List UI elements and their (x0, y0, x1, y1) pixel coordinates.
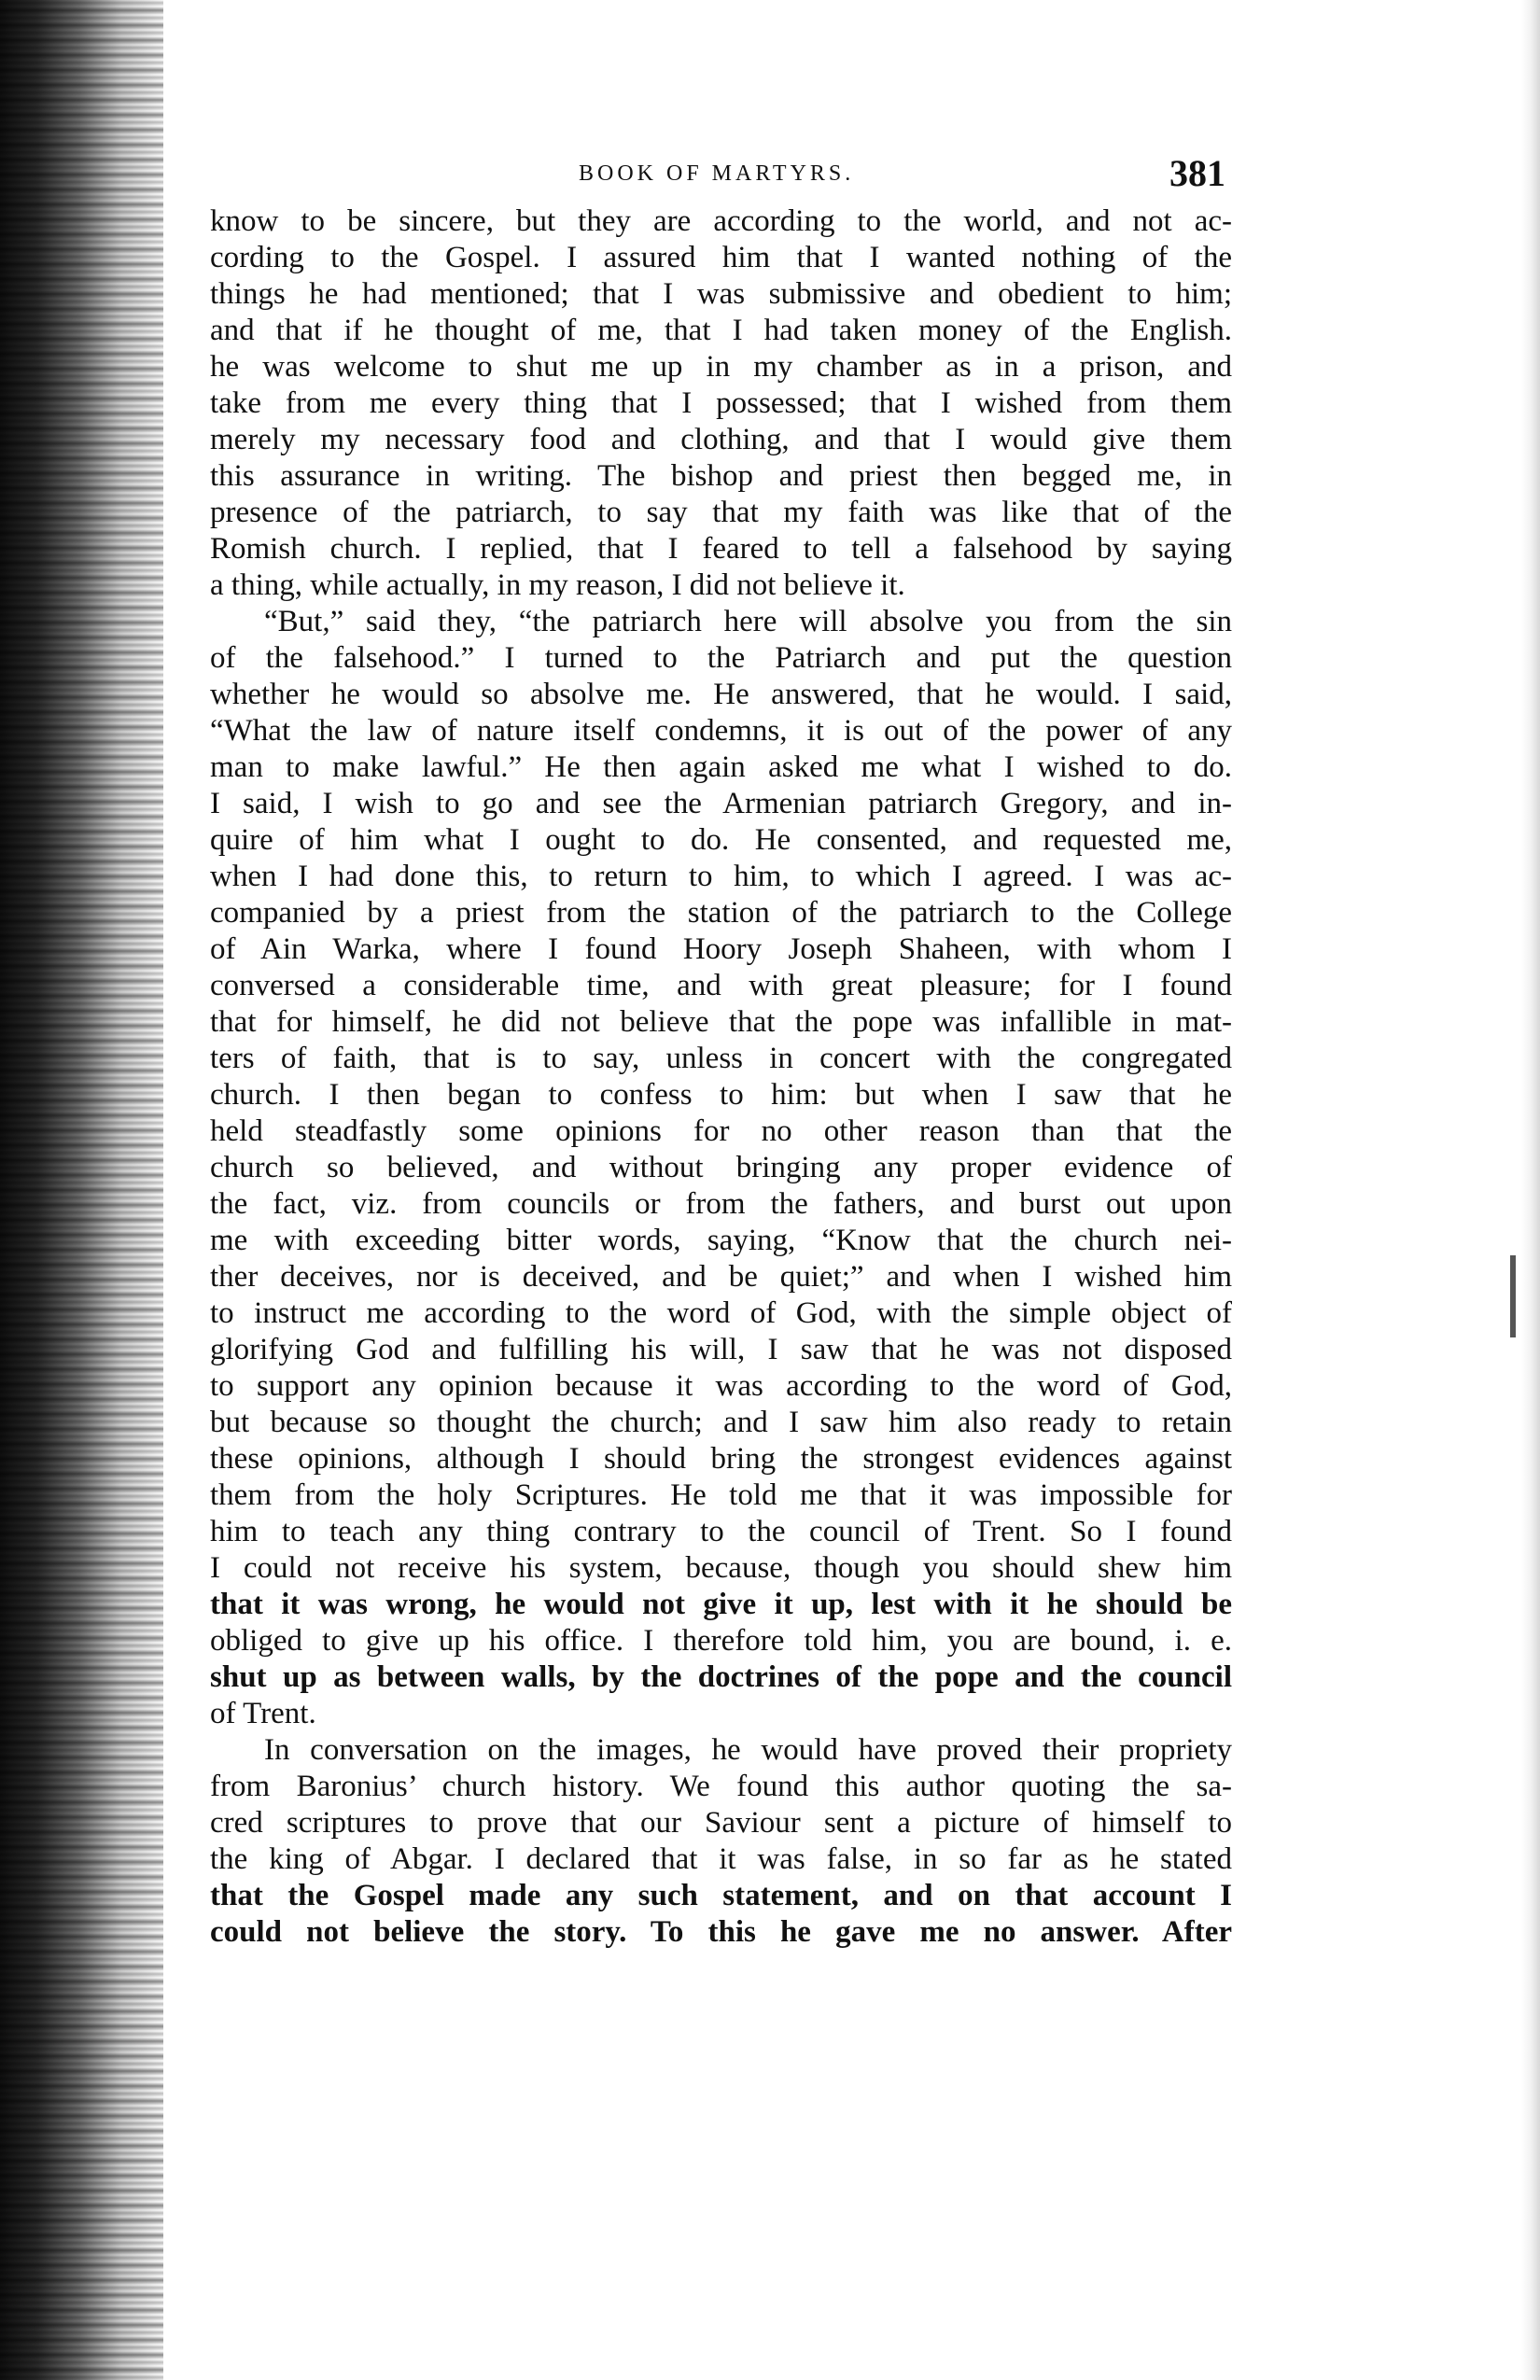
text-line: of the falsehood.” I turned to the Patriarch and put the question (210, 641, 1232, 675)
text-line: when I had done this, to return to him, to which I agreed. I was ac- (210, 860, 1232, 893)
text-line: glorifying God and fulfilling his will, I saw that he was not disposed (210, 1333, 1232, 1366)
text-line: obliged to give up his office. I therefore told him, you are bound, i. e. (210, 1624, 1232, 1658)
text-line: him to teach any thing contrary to the council of Trent. So I found (210, 1515, 1232, 1548)
text-line: I could not receive his system, because, though you should shew him (210, 1551, 1232, 1585)
text-line: church. I then began to confess to him: but when I saw that he (210, 1078, 1232, 1112)
text-line: In conversation on the images, he would have proved their propriety (264, 1733, 1232, 1767)
text-line: cred scriptures to prove that our Saviour sent a picture of himself to (210, 1806, 1232, 1840)
scan-right-margin (1521, 0, 1540, 2380)
text-line: “But,” said they, “the patriarch here will absolve you from the sin (264, 605, 1232, 638)
text-line: that the Gospel made any such statement, and on that account I (210, 1879, 1232, 1912)
text-line: these opinions, although I should bring the strongest evidences against (210, 1442, 1232, 1476)
text-line: and that if he thought of me, that I had taken money of the English. (210, 314, 1232, 347)
text-line: things he had mentioned; that I was submissive and obedient to him; (210, 277, 1232, 311)
text-line: of Ain Warka, where I found Hoory Joseph Shaheen, with whom I (210, 932, 1232, 966)
text-line: could not believe the story. To this he gave me no answer. After (210, 1915, 1232, 1949)
text-line: he was welcome to shut me up in my chamber as in a prison, and (210, 350, 1232, 384)
body-text (210, 203, 1232, 1951)
text-line: me with exceeding bitter words, saying, “Know that the church nei- (210, 1224, 1232, 1257)
scan-binding-edge (0, 0, 163, 2380)
text-line: shut up as between walls, by the doctrines of the pope and the council (210, 1660, 1232, 1694)
margin-mark (1510, 1255, 1516, 1337)
text-line: from Baronius’ church history. We found this author quoting the sa- (210, 1770, 1232, 1803)
text-line: but because so thought the church; and I saw him also ready to retain (210, 1406, 1232, 1439)
page-header (210, 152, 1237, 203)
text-line: held steadfastly some opinions for no other reason than that the (210, 1114, 1232, 1148)
text-line: the fact, viz. from councils or from the fathers, and burst out upon (210, 1187, 1232, 1221)
text-line: of Trent. (210, 1697, 316, 1730)
text-line: a thing, while actually, in my reason, I did not believe it. (210, 568, 905, 602)
text-line: companied by a priest from the station of the patriarch to the College (210, 896, 1232, 930)
page-number: 381 (1169, 152, 1225, 194)
text-line: quire of him what I ought to do. He consented, and requested me, (210, 823, 1232, 857)
text-line: presence of the patriarch, to say that my faith was like that of the (210, 496, 1232, 529)
text-line: church so believed, and without bringing any proper evidence of (210, 1151, 1232, 1184)
text-line: ters of faith, that is to say, unless in concert with the congregated (210, 1042, 1232, 1075)
text-line: “What the law of nature itself condemns, it is out of the power of any (210, 714, 1232, 748)
text-line: know to be sincere, but they are according to the world, and not ac- (210, 204, 1232, 238)
text-line: that it was wrong, he would not give it up, lest with it he should be (210, 1588, 1232, 1621)
text-line: to instruct me according to the word of God, with the simple object of (210, 1296, 1232, 1330)
text-line: that for himself, he did not believe that the pope was infallible in mat- (210, 1005, 1232, 1039)
text-line: them from the holy Scriptures. He told me that it was impossible for (210, 1478, 1232, 1512)
text-line: whether he would so absolve me. He answered, that he would. I said, (210, 678, 1232, 711)
text-line: the king of Abgar. I declared that it was false, in so far as he stated (210, 1842, 1232, 1876)
text-line: cording to the Gospel. I assured him that I wanted nothing of the (210, 241, 1232, 274)
text-line: to support any opinion because it was according to the word of God, (210, 1369, 1232, 1403)
running-head: BOOK OF MARTYRS. (579, 161, 855, 186)
text-line: merely my necessary food and clothing, and that I would give them (210, 423, 1232, 456)
text-line: I said, I wish to go and see the Armenian patriarch Gregory, and in- (210, 787, 1232, 820)
text-line: Romish church. I replied, that I feared to tell a falsehood by saying (210, 532, 1232, 566)
text-line: man to make lawful.” He then again asked me what I wished to do. (210, 750, 1232, 784)
text-line: ther deceives, nor is deceived, and be quiet;” and when I wished him (210, 1260, 1232, 1294)
text-line: take from me every thing that I possessed; that I wished from them (210, 386, 1232, 420)
text-line: conversed a considerable time, and with great pleasure; for I found (210, 969, 1232, 1002)
text-line: this assurance in writing. The bishop and priest then begged me, in (210, 459, 1232, 493)
